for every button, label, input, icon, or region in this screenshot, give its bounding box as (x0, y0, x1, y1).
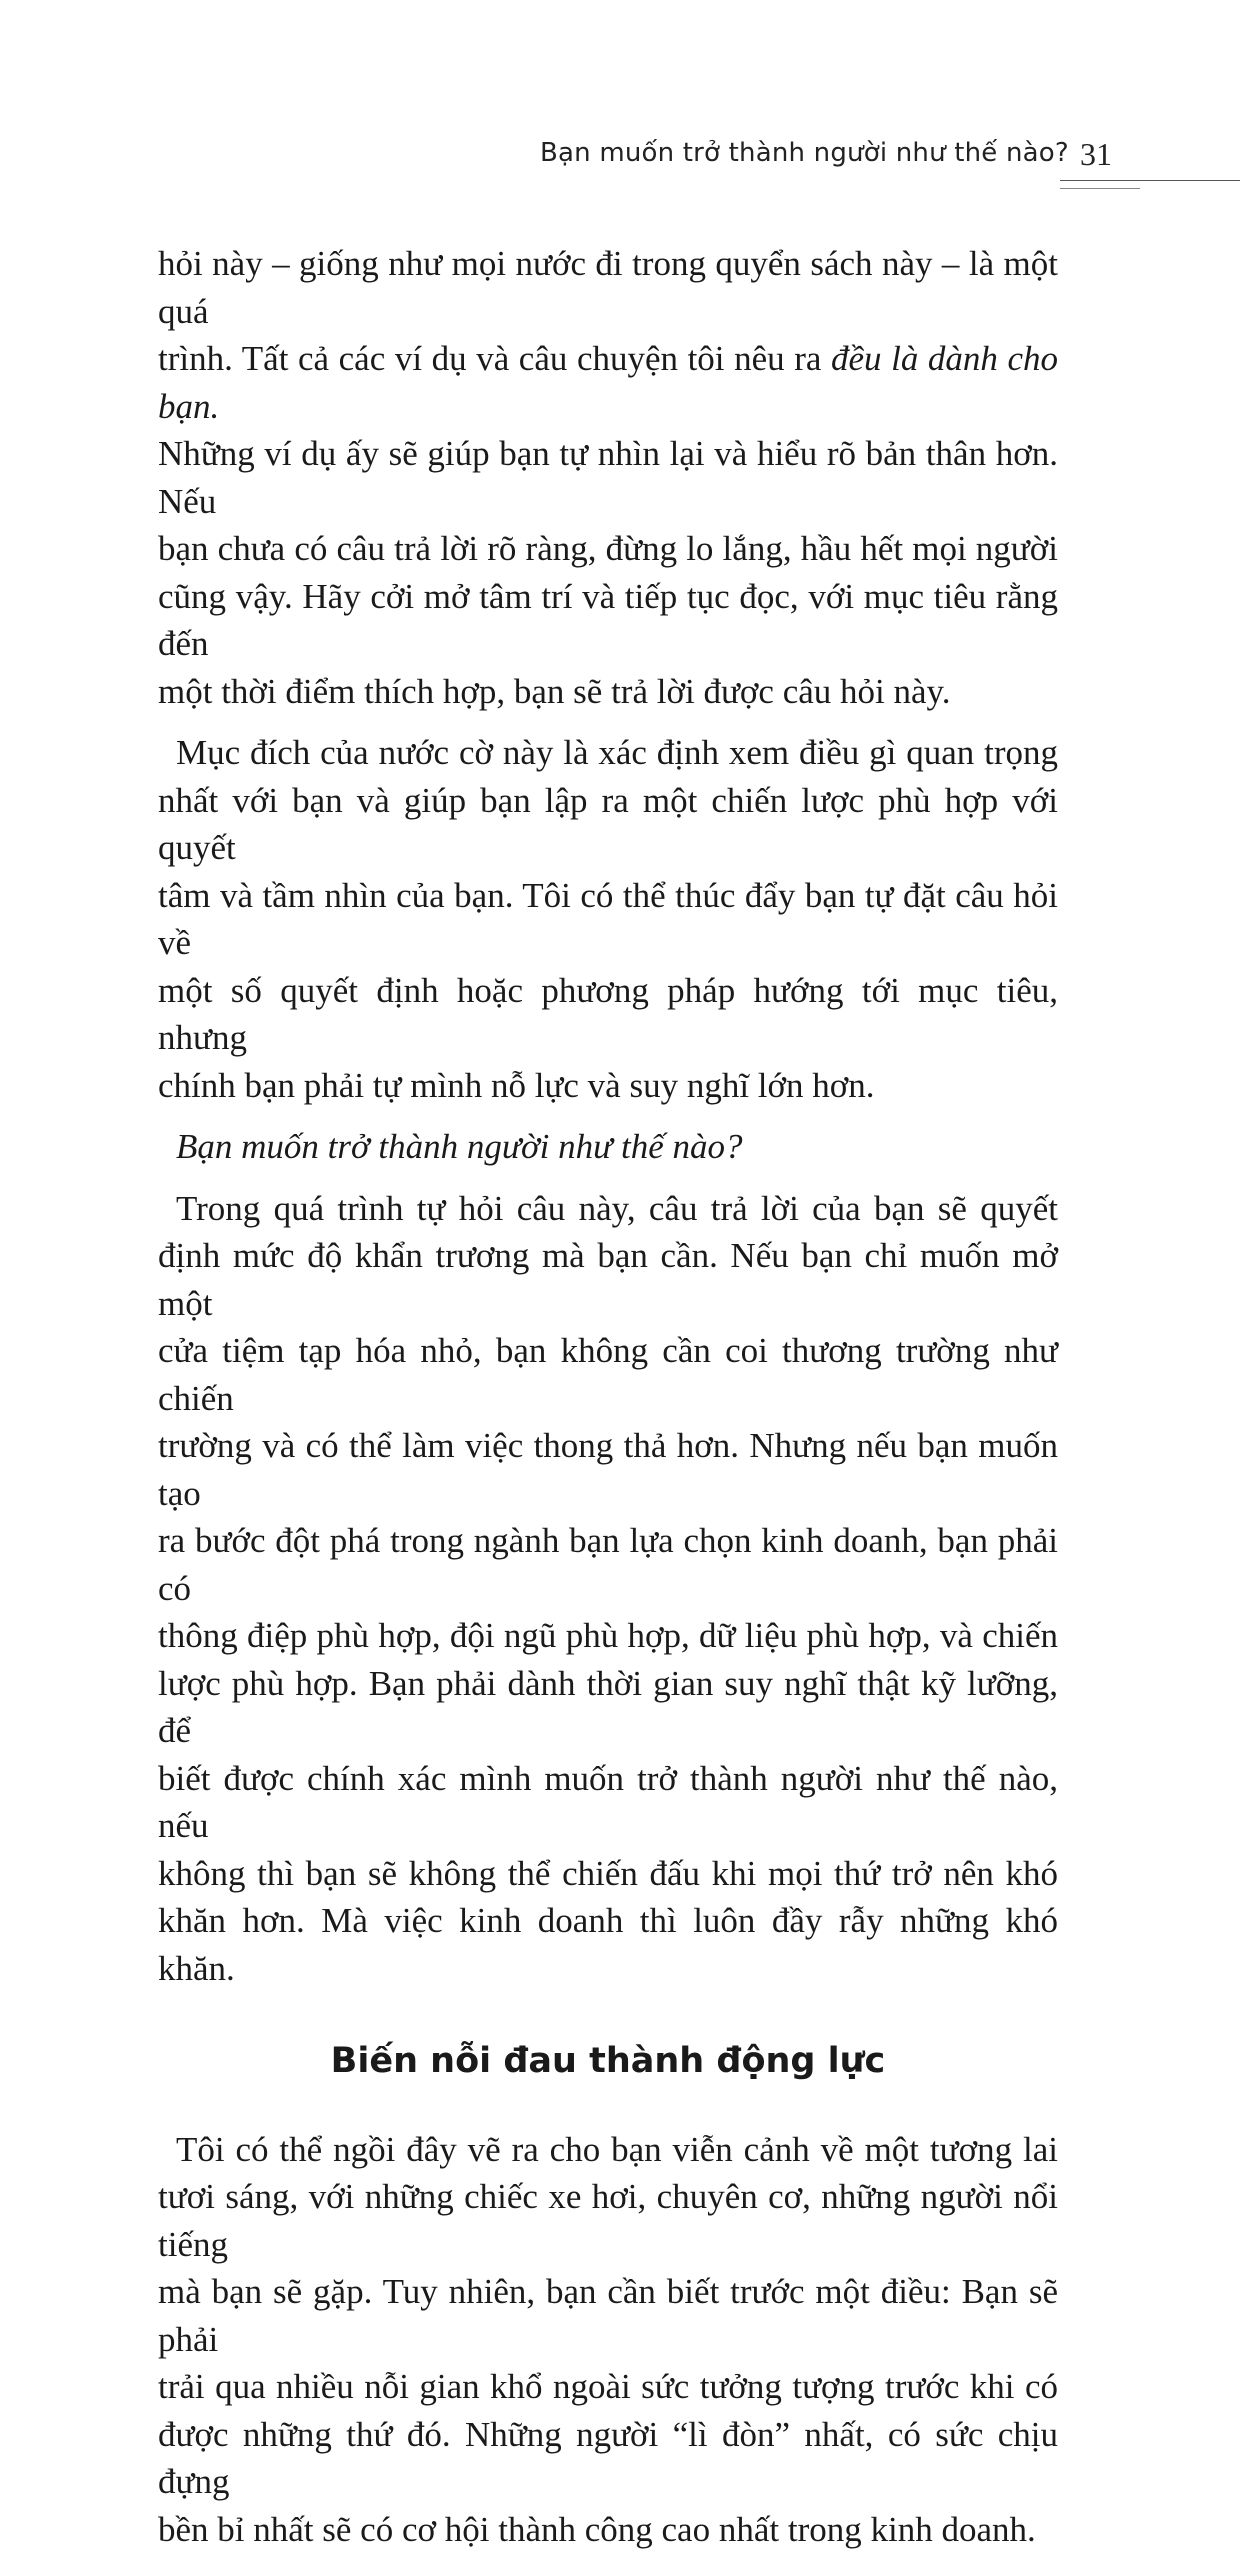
running-head: Bạn muốn trở thành người như thế nào? (540, 138, 1069, 168)
text-line: hỏi này – giống như mọi nước đi trong quyển sách này – là một quá (158, 244, 1058, 331)
text-line: Những ví dụ ấy sẽ giúp bạn tự nhìn lại và hiểu rõ bản thân hơn. Nếu (158, 434, 1058, 521)
text-line: trải qua nhiều nỗi gian khổ ngoài sức tưởng tượng trước khi có (158, 2367, 1058, 2406)
text-line: bền bỉ nhất sẽ có cơ hội thành công cao nhất trong kinh doanh. (158, 2509, 1036, 2549)
text-line: được những thứ đó. Những người “lì đòn” nhất, có sức chịu đựng (158, 2414, 1058, 2501)
text-line: khăn hơn. Mà việc kinh doanh thì luôn đầy rẫy những khó khăn. (158, 1901, 1058, 1988)
text-line: cửa tiệm tạp hóa nhỏ, bạn không cần coi thương trường như chiến (158, 1331, 1058, 1418)
text-line: mà bạn sẽ gặp. Tuy nhiên, bạn cần biết trước một điều: Bạn sẽ phải (158, 2272, 1058, 2359)
page-number: 31 (1080, 136, 1112, 172)
italic-question: Bạn muốn trở thành người như thế nào? (176, 1127, 743, 1166)
text-line: biết được chính xác mình muốn trở thành người như thế nào, nếu (158, 1758, 1058, 1845)
text-line: bạn chưa có câu trả lời rõ ràng, đừng lo lắng, hầu hết mọi người (158, 529, 1058, 568)
text-line: Mục đích của nước cờ này là xác định xem điều gì quan trọng (176, 733, 1058, 772)
text-line (158, 335, 1058, 430)
text-line: trường và có thể làm việc thong thả hơn. Nhưng nếu bạn muốn tạo (158, 1426, 1058, 1513)
text-line: định mức độ khẩn trương mà bạn cần. Nếu bạn chỉ muốn mở một (158, 1236, 1058, 1323)
paragraph (158, 2126, 1058, 2554)
paragraph (158, 1185, 1058, 1993)
header-rule-short (1060, 188, 1140, 189)
paragraph (158, 240, 1058, 715)
text-line: chính bạn phải tự mình nỗ lực và suy nghĩ lớn hơn. (158, 1065, 875, 1105)
text-line: cũng vậy. Hãy cởi mở tâm trí và tiếp tục đọc, với mục tiêu rằng đến (158, 576, 1058, 663)
text-line: thông điệp phù hợp, đội ngũ phù hợp, dữ liệu phù hợp, và chiến (158, 1616, 1058, 1655)
text-line: một số quyết định hoặc phương pháp hướng tới mục tiêu, nhưng (158, 970, 1058, 1057)
text-line: lược phù hợp. Bạn phải dành thời gian suy nghĩ thật kỹ lưỡng, để (158, 1663, 1058, 1750)
paragraph (158, 729, 1058, 1109)
body-text (158, 240, 1058, 2567)
section-heading: Biến nỗi đau thành động lực (330, 2041, 886, 2081)
text-line: tâm và tầm nhìn của bạn. Tôi có thể thúc đẩy bạn tự đặt câu hỏi về (158, 875, 1058, 962)
text-line: một thời điểm thích hợp, bạn sẽ trả lời được câu hỏi này. (158, 671, 951, 711)
text-line: không thì bạn sẽ không thể chiến đấu khi mọi thứ trở nên khó (158, 1853, 1058, 1893)
paragraph (158, 1123, 1058, 1171)
header-rule (1060, 180, 1240, 181)
italic-phrase: đều là dành cho bạn. (158, 339, 1058, 426)
page-header (540, 138, 1240, 198)
text-line: nhất với bạn và giúp bạn lập ra một chiến lược phù hợp với quyết (158, 780, 1058, 867)
text-line: tươi sáng, với những chiếc xe hơi, chuyên cơ, những người nổi tiếng (158, 2177, 1058, 2264)
text-line: Trong quá trình tự hỏi câu này, câu trả lời của bạn sẽ quyết (176, 1188, 1058, 1228)
text-line: ra bước đột phá trong ngành bạn lựa chọn kinh doanh, bạn phải có (158, 1521, 1058, 1608)
text-span: trình. Tất cả các ví dụ và câu chuyện tôi nêu ra (158, 339, 831, 378)
text-line: Tôi có thể ngồi đây vẽ ra cho bạn viễn cảnh về một tương lai (176, 2129, 1058, 2169)
